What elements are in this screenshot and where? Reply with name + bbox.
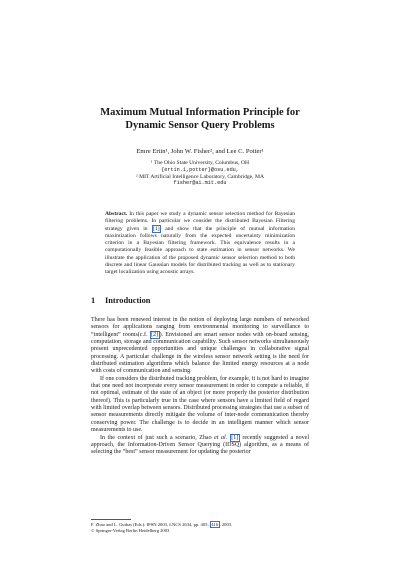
title-line-2: Dynamic Sensor Query Problems [125,120,275,131]
citation-link[interactable]: [2] [151,331,159,338]
page-range-link[interactable]: 416 [211,522,219,527]
footer-citation-end: , 2003. [219,522,233,527]
paragraph-3-text-b: recently suggested a novel approach, the Information-Driven Sensor Querying (IDSQ) algorithm, as a means of selecting the “best” sensor measurement for updating the posterior [91,434,310,456]
title-line-1: Maximum Mutual Information Principle for [100,107,300,118]
section-title: Introduction [105,296,151,305]
affiliation-mit: ² MIT Artificial Intelligence Laboratory, Cambridge, MA [136,173,264,180]
footer-copyright: © Springer-Verlag Berlin Heidelberg 2003 [91,527,170,533]
abstract-text-a: In this paper we study a dynamic sensor selection method for Bayesian filtering problems. In particular we consider the distributed Bayesian Filtering strategy given in [105,211,295,232]
affiliation-osu-email: {ertin.1,potter}@osu.edu, [161,166,239,173]
body-text [91,317,309,457]
abstract-label: Abstract. [105,211,128,217]
paper-title [60,106,340,132]
paragraph-1-text-a: There has been renewed interest in the notion of deploying large numbers of networked sensors for applications ranging from environmental monitoring to surveillance to “intelligent” rooms(c.f. [91,317,309,338]
affiliation-mit-email: fisher@ai.mit.edu [173,180,227,187]
publication-footer [91,522,309,534]
citation-link[interactable]: [1] [231,434,239,441]
affiliation-osu: ¹ The Ohio State University, Columbus, OH [150,160,250,166]
paragraph-3-text-a: In the context of just such a scenario, Zhao [100,434,212,441]
paragraph-1-text-b: ). Envisioned are smart sensor nodes with on-board sensing, computation, storage and communication capability. Such sensor networks simultaneously present unprecedented opportunities and unique challenges in collaborative signal processing. A particular challenge in the wireless sensor network setting is the need for distributed estimation algorithms which balance the limited energy resources at a node with costs of communication and sensing. [91,331,309,375]
author-list: Emre Ertin¹, John W. Fisher², and Lee C. Potter¹ [136,148,264,155]
section-number: 1 [91,296,96,305]
abstract [105,211,295,277]
citation-link[interactable]: [1] [153,225,160,232]
abstract-text-b: and show that the principle of mutual information maximization follows naturally from the expected uncertainty minimization criterion in a Bayesian filtering framework. This equivalence results in a computationally feasible approach to state estimation in sensor networks. We illustrate the application of the proposed dynamic sensor selection method to both discrete and linear Gaussian models for distributed tracking as well as to stationary target localization using acoustic arrays. [105,225,296,276]
footer-citation-text: F. Zhao and L. Guibas (Eds.): IPSN 2003, LNCS 2634, pp. 405– [91,522,210,527]
footnote-rule [91,519,131,520]
paragraph-1 [91,317,309,376]
section-heading [91,296,150,305]
affiliations [60,160,340,187]
paragraph-3 [91,435,309,457]
paragraph-3-etal: et al. [214,434,228,441]
paragraph-2: If one considers the distributed tracking problem, for example, it is not hard to imagine that one need not incorporate every sensor measurement in order to compute a reliable, if not optimal, estimate of the state of an object (or more properly the posterior distribution thereof). This is particularly true in the case where sensors have a limited field of regard with limited overlap between sensors. Distributed processing strategies that use a subset of sensor measurements directly mitigate the volume of inter-node communication thereby conserving power. The challenge is to decide in an intelligent manner which sensor measurements to use. [91,375,309,434]
